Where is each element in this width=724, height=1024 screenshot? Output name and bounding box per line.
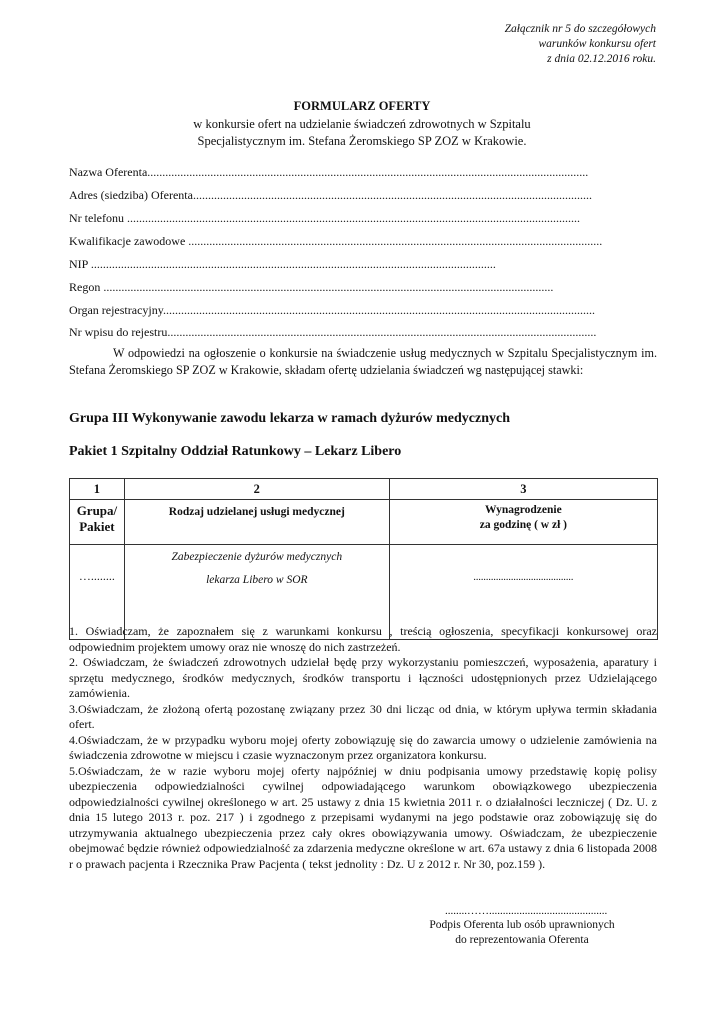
table-header-row: [70, 500, 658, 545]
field-label: Organ rejestracyjny: [69, 303, 163, 317]
subtitle-line-1: w konkursie ofert na udzielanie świadczeń zdrowotnych w Szpitalu: [193, 117, 531, 131]
declaration-1: 1. Oświadczam, że zapoznałem się z warunkami konkursu , treścią ogłoszenia, specyfikacji konkursowej oraz odpowiednim projektem umowy oraz nie wnoszę do nich zastrzeżeń.: [69, 624, 657, 654]
header-rate-line-1: Wynagrodzenie: [485, 504, 562, 516]
signature-label-line-2: do reprezentowania Oferenta: [455, 934, 589, 946]
field-phone[interactable]: [69, 211, 580, 226]
form-subtitle: [0, 116, 724, 150]
annex-line-1: Załącznik nr 5 do szczegółowych: [504, 23, 656, 35]
field-dots: .......................................................................................................................................: [90, 257, 496, 271]
field-label: Nr telefonu: [69, 211, 127, 225]
header-group-line-2: Pakiet: [79, 519, 115, 534]
field-dots: ..........................................................................................................................................: [188, 234, 603, 248]
row-service-line-1: Zabezpieczenie dyżurów medycznych: [171, 551, 343, 563]
declarations: [69, 624, 657, 872]
field-dots: ...................................................................................................................................................: [147, 165, 589, 179]
field-label: NIP: [69, 257, 91, 271]
annex-line-2: warunków konkursu ofert: [538, 38, 656, 50]
field-company-name[interactable]: [69, 165, 588, 180]
row-service-line-2: lekarza Libero w SOR: [206, 574, 308, 586]
package-heading: Pakiet 1 Szpitalny Oddział Ratunkowy – Lekarz Libero: [69, 444, 402, 459]
group-heading: Grupa III Wykonywanie zawodu lekarza w ramach dyżurów medycznych: [69, 411, 511, 426]
header-service-type: Rodzaj udzielanej usługi medycznej: [124, 500, 389, 545]
field-label: Adres (siedziba) Oferenta: [69, 188, 193, 202]
field-label: Regon: [69, 280, 104, 294]
field-label: Nr wpisu do rejestru: [69, 325, 168, 339]
field-dots: ...............................................................................................................................................: [167, 325, 597, 339]
row-group-value[interactable]: …........: [70, 545, 125, 640]
field-dots: .......................................................................................................................................................: [126, 211, 580, 225]
declaration-2: 2. Oświadczam, że świadczeń zdrowotnych udzielał będę przy wykorzystaniu pomieszczeń, wyposażenia, aparatury i sprzętu medycznego, środków medycznych, środków transportu i łączności udostępnionych przez Udzielającego zamówienia.: [69, 655, 657, 700]
declaration-4: 4.Oświadczam, że w przypadku wyboru mojej oferty zobowiązuję się do zawarcia umowy o udzielenie zamówienia na świadczenia zdrowotne w miejscu i czasie wyznaczonym przez organizatora konkursu.: [69, 732, 657, 762]
table-number-row: [70, 479, 658, 500]
field-dots: ................................................................................................................................................: [162, 303, 595, 317]
field-dots: .....................................................................................................................................: [192, 188, 592, 202]
header-rate-line-2: za godzinę ( w zł ): [479, 519, 567, 531]
annex-note: [436, 22, 656, 67]
signature-label: [402, 918, 642, 948]
signature-line[interactable]: ........……...........................................: [445, 905, 608, 917]
intro-paragraph: W odpowiedzi na ogłoszenie o konkursie na świadczenie usług medycznych w Szpitalu Specjalistycznym im. Stefana Żeromskiego SP ZOZ w Krakowie, składam ofertę udzielania świadczeń wg następującej stawki:: [69, 346, 657, 377]
col-number-3: 3: [389, 479, 657, 500]
field-registry-number[interactable]: [69, 325, 596, 340]
field-nip[interactable]: [69, 257, 496, 272]
offer-table: [69, 478, 658, 640]
field-qualifications[interactable]: [69, 234, 602, 249]
col-number-1: 1: [70, 479, 125, 500]
declaration-5: 5.Oświadczam, że w razie wyboru mojej oferty najpóźniej w dniu podpisania umowy przedstawię kopię polisy ubezpieczenia odpowiedzialności cywilnej odpowiadającego warunkom obowiązkowego ubezpieczenia odpowiedzialności cywilnej określonego w art. 25 ustawy z dnia 15 kwietnia 2011 r. o działalności leczniczej ( Dz. U. z dnia 15 lutego 2013 r. poz. 217 ) i zgodnego z przepisami wydanymi na jego podstawie oraz zobowiązuję się do utrzymywania aktualnego ubezpieczenia przez cały okres obowiązywania umowy. Oświadczam, że ubezpieczenie obejmować będzie również odpowiedzialność za zdarzenia medyczne określone w art. 67a ustawy z dnia 6 listopada 2008 r o prawach pacjenta i Rzecznika Praw Pacjenta ( tekst jednolity : Dz. U z 2012 r. Nr 30, poz.159 ).: [69, 763, 657, 871]
header-group-package: [70, 500, 125, 545]
annex-line-3: z dnia 02.12.2016 roku.: [547, 53, 656, 65]
subtitle-line-2: Specjalistycznym im. Stefana Żeromskiego SP ZOZ w Krakowie.: [197, 134, 527, 148]
field-label: Kwalifikacje zawodowe: [69, 234, 189, 248]
header-hourly-rate: [389, 500, 657, 545]
declaration-3: 3.Oświadczam, że złożoną ofertą pozostanę związany przez 30 dni licząc od dnia, w którym upływa termin składania ofert.: [69, 701, 657, 731]
form-title: FORMULARZ OFERTY: [293, 99, 431, 113]
signature-label-line-1: Podpis Oferenta lub osób uprawnionych: [429, 919, 615, 931]
field-address[interactable]: [69, 188, 592, 203]
header-group-line-1: Grupa/: [76, 503, 118, 518]
row-rate-value[interactable]: ........................................: [389, 545, 657, 640]
field-label: Nazwa Oferenta: [69, 165, 148, 179]
col-number-2: 2: [124, 479, 389, 500]
field-registry-body[interactable]: [69, 303, 595, 318]
field-dots: ......................................................................................................................................................: [103, 280, 554, 294]
field-regon[interactable]: [69, 280, 553, 295]
